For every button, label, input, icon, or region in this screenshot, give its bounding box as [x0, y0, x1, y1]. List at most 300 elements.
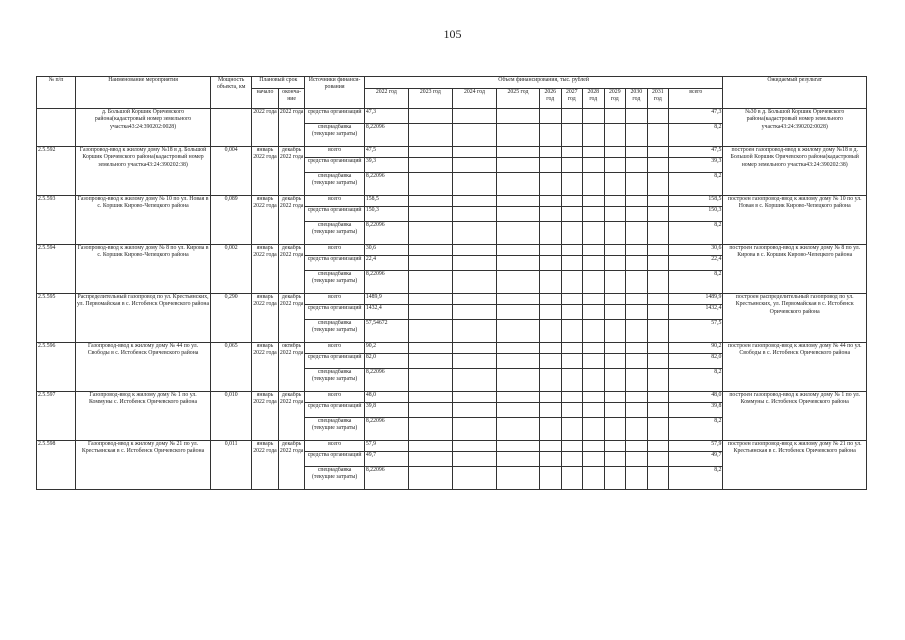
value-empty — [408, 392, 452, 403]
value-2022: 8,22096 — [364, 222, 408, 245]
value-empty — [626, 441, 648, 452]
row-number: 2.5.598 — [37, 441, 76, 490]
value-empty — [561, 173, 583, 196]
row-capacity: 0,011 — [211, 441, 252, 490]
value-empty — [626, 173, 648, 196]
value-empty — [583, 392, 605, 403]
value-empty — [604, 467, 626, 490]
row-source: средства организаций — [305, 403, 364, 418]
value-empty — [604, 418, 626, 441]
value-empty — [496, 271, 539, 294]
header-year: 2022 год — [364, 89, 408, 109]
row-source: средства организаций — [305, 305, 364, 320]
row-name: Газопровод-ввод к жилому дому № 1 по ул. Коммуны с. Истобенск Оричевского района — [75, 392, 210, 441]
row-start: январь 2022 года — [252, 343, 279, 392]
value-empty — [540, 245, 562, 256]
value-2022: 8,22096 — [364, 173, 408, 196]
value-empty — [496, 418, 539, 441]
value-empty — [540, 147, 562, 158]
value-2022: 47,5 — [364, 147, 408, 158]
row-source: всего — [305, 245, 364, 256]
row-source: средства организаций — [305, 158, 364, 173]
value-empty — [452, 418, 496, 441]
value-empty — [626, 256, 648, 271]
value-empty — [408, 343, 452, 354]
value-empty — [583, 320, 605, 343]
value-empty — [583, 354, 605, 369]
value-empty — [496, 320, 539, 343]
value-2022: 158,5 — [364, 196, 408, 207]
row-source: всего — [305, 392, 364, 403]
value-total: 1432,4 — [669, 305, 723, 320]
value-empty — [408, 320, 452, 343]
value-empty — [496, 403, 539, 418]
value-empty — [561, 452, 583, 467]
table-row — [37, 294, 867, 305]
value-total: 39,3 — [669, 158, 723, 173]
value-empty — [408, 294, 452, 305]
row-number: 2.5.593 — [37, 196, 76, 245]
value-empty — [604, 305, 626, 320]
value-empty — [452, 305, 496, 320]
value-empty — [583, 196, 605, 207]
value-empty — [583, 271, 605, 294]
value-empty — [408, 222, 452, 245]
row-source: средства организаций — [305, 452, 364, 467]
value-empty — [496, 294, 539, 305]
row-source: спецнадбавка (текущие затраты) — [305, 124, 364, 147]
value-total: 158,5 — [669, 196, 723, 207]
value-empty — [408, 173, 452, 196]
value-total: 22,4 — [669, 256, 723, 271]
value-total: 8,2 — [669, 271, 723, 294]
value-total: 90,2 — [669, 343, 723, 354]
value-empty — [540, 369, 562, 392]
value-total: 82,0 — [669, 354, 723, 369]
header-volume: Объем финансирования, тыс. рублей — [364, 77, 723, 89]
value-empty — [561, 418, 583, 441]
value-empty — [647, 256, 669, 271]
value-empty — [561, 320, 583, 343]
value-empty — [452, 320, 496, 343]
row-source: всего — [305, 147, 364, 158]
value-empty — [561, 441, 583, 452]
value-2022: 39,3 — [364, 158, 408, 173]
row-end: декабрь 2022 года — [278, 392, 305, 441]
header-result: Ожидаемый результат — [723, 77, 867, 109]
value-empty — [583, 305, 605, 320]
value-empty — [496, 173, 539, 196]
row-source: спецнадбавка (текущие затраты) — [305, 173, 364, 196]
value-empty — [626, 124, 648, 147]
value-empty — [540, 196, 562, 207]
value-empty — [647, 441, 669, 452]
value-2022: 57,54672 — [364, 320, 408, 343]
header-year: 2028 год — [583, 89, 605, 109]
value-empty — [408, 418, 452, 441]
header-start: начало — [252, 89, 279, 109]
value-empty — [496, 369, 539, 392]
value-empty — [452, 109, 496, 124]
value-empty — [452, 222, 496, 245]
value-empty — [496, 245, 539, 256]
value-empty — [604, 392, 626, 403]
value-empty — [583, 369, 605, 392]
header-end: оконча-ние — [278, 89, 305, 109]
row-name: д. Большой Коршик Оричевского района(кадастровый номер земельного участка43:24:390202:0028) — [75, 109, 210, 147]
value-empty — [496, 109, 539, 124]
value-empty — [604, 354, 626, 369]
row-source: спецнадбавка (текущие затраты) — [305, 320, 364, 343]
row-result: построен распределительный газопровод по ул. Крестьянских, ул. Первомайская в с. Истобенск Оричевского района — [723, 294, 867, 343]
value-2022: 48,0 — [364, 392, 408, 403]
value-empty — [561, 354, 583, 369]
value-empty — [626, 196, 648, 207]
value-empty — [626, 320, 648, 343]
row-result: №30 в д. Большой Коршик Оричевского района(кадастровый номер земельного участка43:24:390202:0028) — [723, 109, 867, 147]
row-source: всего — [305, 294, 364, 305]
value-total: 48,0 — [669, 392, 723, 403]
value-empty — [408, 256, 452, 271]
value-empty — [540, 452, 562, 467]
value-empty — [452, 467, 496, 490]
row-result: построен газопровод-ввод к жилому дому № 21 по ул. Крестьянская в с. Истобенск Оричевского района — [723, 441, 867, 490]
value-empty — [561, 207, 583, 222]
value-empty — [583, 403, 605, 418]
row-source: всего — [305, 343, 364, 354]
value-empty — [583, 109, 605, 124]
value-empty — [583, 467, 605, 490]
value-empty — [561, 343, 583, 354]
value-empty — [452, 196, 496, 207]
value-2022: 1489,9 — [364, 294, 408, 305]
header-year: 2026 год — [540, 89, 562, 109]
row-source: спецнадбавка (текущие затраты) — [305, 222, 364, 245]
value-empty — [408, 354, 452, 369]
value-empty — [452, 441, 496, 452]
value-empty — [561, 109, 583, 124]
value-empty — [496, 441, 539, 452]
value-empty — [583, 158, 605, 173]
row-start: январь 2022 года — [252, 294, 279, 343]
row-start: январь 2022 года — [252, 196, 279, 245]
value-empty — [583, 173, 605, 196]
value-empty — [496, 343, 539, 354]
value-empty — [626, 207, 648, 222]
value-total: 8,2 — [669, 173, 723, 196]
value-total: 57,9 — [669, 441, 723, 452]
value-empty — [452, 294, 496, 305]
value-empty — [408, 403, 452, 418]
header-year: 2031 год — [647, 89, 669, 109]
row-source: средства организаций — [305, 256, 364, 271]
value-empty — [452, 343, 496, 354]
value-empty — [626, 343, 648, 354]
value-2022: 8,22096 — [364, 124, 408, 147]
header-num: № п/п — [37, 77, 76, 109]
header-year: 2024 год — [452, 89, 496, 109]
value-2022: 57,9 — [364, 441, 408, 452]
row-capacity: 0,290 — [211, 294, 252, 343]
value-empty — [647, 173, 669, 196]
row-end: декабрь 2022 года — [278, 147, 305, 196]
value-empty — [540, 158, 562, 173]
row-name: Распределительный газопровод по ул. Крестьянских, ул. Первомайская в с. Истобенск Оричевского района — [75, 294, 210, 343]
header-year: 2023 год — [408, 89, 452, 109]
value-empty — [452, 369, 496, 392]
value-empty — [408, 441, 452, 452]
value-empty — [626, 403, 648, 418]
header-source: Источники финанси-рования — [305, 77, 364, 109]
value-empty — [452, 271, 496, 294]
value-empty — [604, 158, 626, 173]
value-empty — [540, 441, 562, 452]
value-empty — [561, 369, 583, 392]
value-2022: 8,22096 — [364, 271, 408, 294]
value-empty — [604, 245, 626, 256]
value-empty — [561, 403, 583, 418]
header-capacity: Мощность объекта, км — [211, 77, 252, 109]
row-source: средства организаций — [305, 109, 364, 124]
value-empty — [626, 294, 648, 305]
value-empty — [540, 124, 562, 147]
value-empty — [408, 147, 452, 158]
value-empty — [604, 173, 626, 196]
value-empty — [561, 222, 583, 245]
value-total: 8,2 — [669, 369, 723, 392]
value-empty — [626, 305, 648, 320]
value-total: 8,2 — [669, 467, 723, 490]
row-end: октябрь 2022 года — [278, 343, 305, 392]
value-empty — [583, 207, 605, 222]
row-source: средства организаций — [305, 207, 364, 222]
value-empty — [604, 147, 626, 158]
value-2022: 30,6 — [364, 245, 408, 256]
value-2022: 49,7 — [364, 452, 408, 467]
value-2022: 39,8 — [364, 403, 408, 418]
value-empty — [647, 320, 669, 343]
value-empty — [647, 222, 669, 245]
value-empty — [604, 256, 626, 271]
value-empty — [626, 354, 648, 369]
row-capacity: 0,004 — [211, 147, 252, 196]
value-empty — [408, 207, 452, 222]
value-empty — [604, 124, 626, 147]
value-empty — [540, 320, 562, 343]
row-number: 2.5.594 — [37, 245, 76, 294]
value-empty — [561, 467, 583, 490]
value-empty — [604, 369, 626, 392]
row-result: построен газопровод-ввод к жилому дому № 8 по ул. Кирова в с. Коршик Кирово-Чепецкого района — [723, 245, 867, 294]
value-empty — [647, 147, 669, 158]
value-empty — [583, 124, 605, 147]
value-empty — [540, 343, 562, 354]
value-empty — [583, 256, 605, 271]
value-empty — [452, 256, 496, 271]
value-empty — [561, 294, 583, 305]
value-empty — [604, 403, 626, 418]
value-empty — [496, 354, 539, 369]
value-empty — [496, 158, 539, 173]
value-empty — [647, 392, 669, 403]
value-empty — [540, 354, 562, 369]
value-total: 8,2 — [669, 222, 723, 245]
value-empty — [452, 452, 496, 467]
value-2022: 8,22096 — [364, 369, 408, 392]
table-row — [37, 392, 867, 403]
row-start: январь 2022 года — [252, 147, 279, 196]
row-name: Газопровод-ввод к жилому дому № 10 по ул. Новая в с. Коршик Кирово-Чепецкого района — [75, 196, 210, 245]
value-empty — [647, 271, 669, 294]
value-empty — [540, 392, 562, 403]
value-empty — [647, 124, 669, 147]
value-empty — [540, 256, 562, 271]
value-empty — [540, 271, 562, 294]
value-empty — [626, 147, 648, 158]
row-source: спецнадбавка (текущие затраты) — [305, 271, 364, 294]
value-empty — [604, 343, 626, 354]
value-total: 150,3 — [669, 207, 723, 222]
value-empty — [408, 305, 452, 320]
row-source: спецнадбавка (текущие затраты) — [305, 467, 364, 490]
value-empty — [647, 294, 669, 305]
header-year: 2027 год — [561, 89, 583, 109]
value-empty — [408, 467, 452, 490]
value-empty — [408, 369, 452, 392]
value-empty — [647, 343, 669, 354]
value-empty — [604, 109, 626, 124]
value-total: 47,5 — [669, 147, 723, 158]
value-empty — [626, 271, 648, 294]
value-2022: 22,4 — [364, 256, 408, 271]
value-empty — [452, 245, 496, 256]
page-number: 105 — [443, 27, 462, 41]
value-2022: 1432,4 — [364, 305, 408, 320]
header-year: 2030 год — [626, 89, 648, 109]
value-empty — [540, 207, 562, 222]
header-term: Плановый срок — [252, 77, 305, 89]
value-empty — [583, 343, 605, 354]
value-empty — [626, 392, 648, 403]
value-empty — [647, 109, 669, 124]
row-capacity: 0,002 — [211, 245, 252, 294]
header-year: 2025 год — [496, 89, 539, 109]
value-empty — [561, 245, 583, 256]
value-empty — [452, 147, 496, 158]
row-end: декабрь 2022 года — [278, 245, 305, 294]
table-row — [37, 147, 867, 158]
value-empty — [408, 124, 452, 147]
table-row — [37, 109, 867, 124]
value-empty — [604, 441, 626, 452]
row-name: Газопровод-ввод к жилому дому № 21 по ул. Крестьянская в с. Истобенск Оричевского района — [75, 441, 210, 490]
row-capacity: 0,010 — [211, 392, 252, 441]
value-empty — [647, 452, 669, 467]
row-capacity: 0,089 — [211, 196, 252, 245]
value-empty — [583, 452, 605, 467]
value-empty — [540, 222, 562, 245]
value-2022: 8,22096 — [364, 467, 408, 490]
value-2022: 47,3 — [364, 109, 408, 124]
table-row — [37, 245, 867, 256]
value-total: 47,3 — [669, 109, 723, 124]
value-empty — [561, 305, 583, 320]
row-result: построен газопровод-ввод к жилому дому № 1 по ул. Коммуны с. Истобенск Оричевского района — [723, 392, 867, 441]
row-end: 2022 года — [278, 109, 305, 147]
value-empty — [496, 196, 539, 207]
value-empty — [626, 369, 648, 392]
value-empty — [626, 467, 648, 490]
header-total: всего — [669, 89, 723, 109]
value-empty — [561, 196, 583, 207]
value-empty — [540, 109, 562, 124]
row-source: всего — [305, 441, 364, 452]
value-2022: 90,2 — [364, 343, 408, 354]
value-empty — [496, 124, 539, 147]
row-number: 2.5.596 — [37, 343, 76, 392]
value-empty — [583, 222, 605, 245]
row-source: средства организаций — [305, 354, 364, 369]
row-end: декабрь 2022 года — [278, 294, 305, 343]
row-start: январь 2022 года — [252, 392, 279, 441]
table-row — [37, 441, 867, 452]
row-number: 2.5.597 — [37, 392, 76, 441]
value-empty — [604, 271, 626, 294]
row-number: 2.5.595 — [37, 294, 76, 343]
row-number — [37, 109, 76, 147]
row-result: построен газопровод-ввод к жилому дому № 44 по ул. Свободы в с. Истобенск Оричевского района — [723, 343, 867, 392]
row-result: построен газопровод-ввод к жилому дому №18 в д. Большой Коршик Оричевского района(кадастровый номер земельного участка43:24:390202:38) — [723, 147, 867, 196]
value-empty — [540, 418, 562, 441]
row-number: 2.5.592 — [37, 147, 76, 196]
value-empty — [452, 158, 496, 173]
table-row — [37, 343, 867, 354]
row-capacity: 0,065 — [211, 343, 252, 392]
value-empty — [604, 207, 626, 222]
value-2022: 150,3 — [364, 207, 408, 222]
value-empty — [647, 158, 669, 173]
value-empty — [583, 294, 605, 305]
value-total: 1489,9 — [669, 294, 723, 305]
value-empty — [452, 354, 496, 369]
value-empty — [540, 467, 562, 490]
value-empty — [452, 173, 496, 196]
value-empty — [583, 441, 605, 452]
header-year: 2029 год — [604, 89, 626, 109]
value-empty — [540, 173, 562, 196]
value-empty — [496, 467, 539, 490]
value-total: 8,2 — [669, 418, 723, 441]
table-body — [37, 109, 867, 490]
value-empty — [496, 256, 539, 271]
value-empty — [408, 196, 452, 207]
row-source: спецнадбавка (текущие затраты) — [305, 418, 364, 441]
value-empty — [561, 271, 583, 294]
value-empty — [496, 392, 539, 403]
row-end: декабрь 2022 года — [278, 196, 305, 245]
value-empty — [408, 452, 452, 467]
value-empty — [604, 320, 626, 343]
value-empty — [604, 222, 626, 245]
row-source: спецнадбавка (текущие затраты) — [305, 369, 364, 392]
row-end: декабрь 2022 года — [278, 441, 305, 490]
value-empty — [496, 305, 539, 320]
value-empty — [626, 222, 648, 245]
value-empty — [408, 271, 452, 294]
value-empty — [583, 147, 605, 158]
value-empty — [647, 196, 669, 207]
value-empty — [540, 294, 562, 305]
